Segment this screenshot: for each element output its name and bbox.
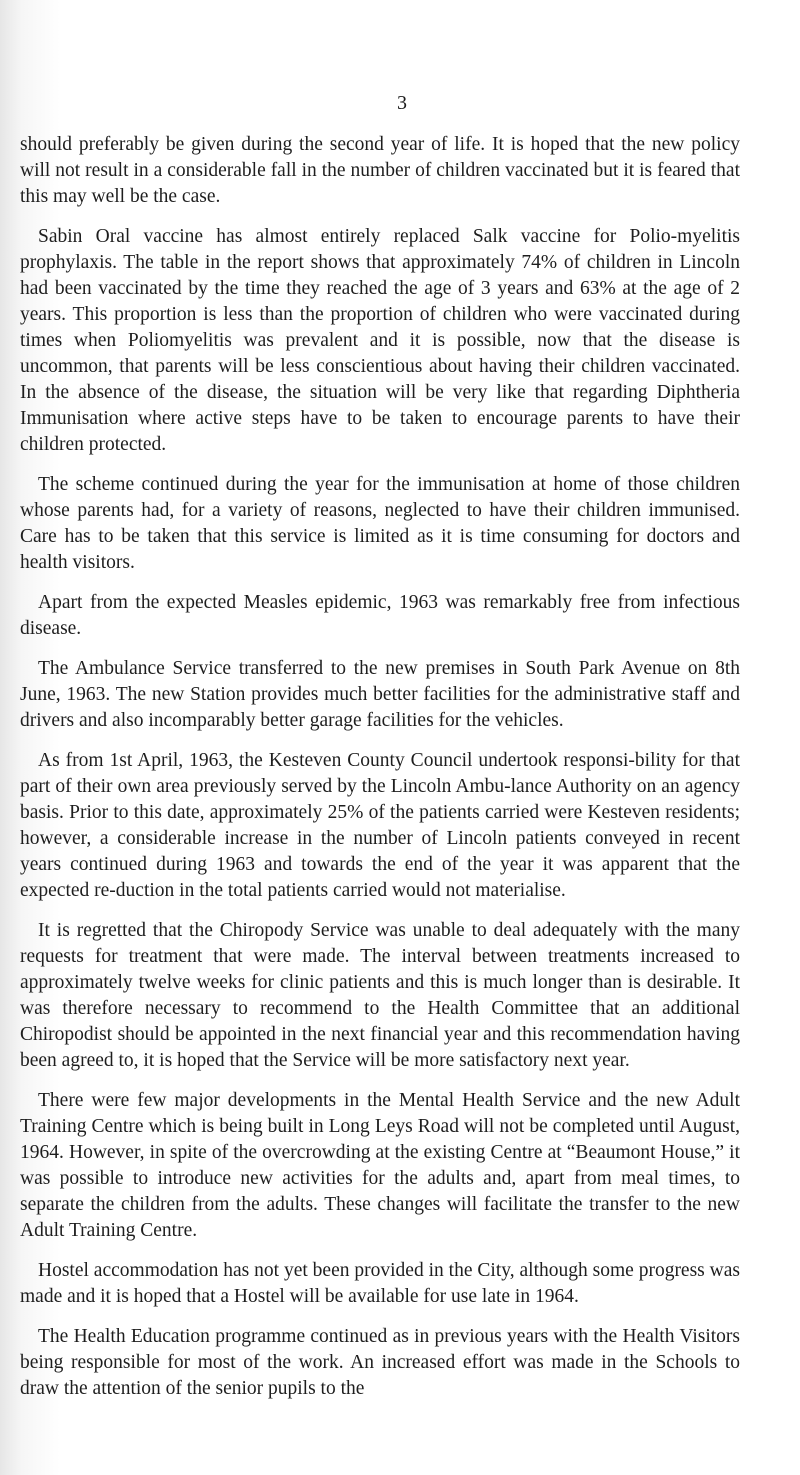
page-number: 3 — [397, 92, 407, 114]
paragraph-hostel: Hostel accommodation has not yet been provided in the City, although some progress was made and it is hoped that a Hostel will be available for use late in 1964. — [20, 1260, 740, 1307]
paragraph-kesteven-agency: As from 1st April, 1963, the Kesteven County Council undertook responsi-bility for that part of their own area previously served by the Lincoln Ambu-lance Authority on an agency basis. Prior to this date, approximately 25% of the patients carried were Kesteven residents; however, a considerable increase in the number of Lincoln patients conveyed in recent years continued during 1963 and towards the end of the year it was apparent that the expected re-duction in the total patients carried would not materialise. — [20, 750, 740, 901]
paragraph-infectious-disease: Apart from the expected Measles epidemic, 1963 was remarkably free from infectious disease. — [20, 592, 740, 639]
paragraph-mental-health: There were few major developments in the Mental Health Service and the new Adult Training Centre which is being built in Long Leys Road will not be completed until August, 1964. However, in spite of the overcrowding at the existing Centre at “Beaumont House,” it was possible to introduce new activities for the adults and, apart from meal times, to separate the children from the adults. These changes will facilitate the transfer to the new Adult Training Centre. — [20, 1090, 740, 1241]
body-text — [20, 132, 740, 1416]
paragraph-home-immunisation: The scheme continued during the year for the immunisation at home of those children whose parents had, for a variety of reasons, neglected to have their children immunised. Care has to be taken that this service is limited as it is time consuming for doctors and health visitors. — [20, 474, 740, 573]
paragraph-vaccination-age: should preferably be given during the second year of life. It is hoped that the new policy will not result in a considerable fall in the number of children vaccinated but it is feared that this may well be the case. — [20, 134, 740, 207]
paragraph-chiropody-service: It is regretted that the Chiropody Service was unable to deal adequately with the many requests for treatment that were made. The interval between treatments increased to approximately twelve weeks for clinic patients and this is much longer than is desirable. It was therefore necessary to recommend to the Health Committee that an additional Chiropodist should be appointed in the next financial year and this recommendation having been agreed to, it is hoped that the Service will be more satisfactory next year. — [20, 920, 740, 1071]
paragraph-ambulance-premises: The Ambulance Service transferred to the new premises in South Park Avenue on 8th June, 1963. The new Station provides much better facilities for the administrative staff and drivers and also incomparably better garage facilities for the vehicles. — [20, 658, 740, 731]
paragraph-health-education: The Health Education programme continued as in previous years with the Health Visitors being responsible for most of the work. An increased effort was made in the Schools to draw the attention of the senior pupils to the — [20, 1326, 740, 1399]
paragraph-polio-vaccine: Sabin Oral vaccine has almost entirely replaced Salk vaccine for Polio-myelitis prophylaxis. The table in the report shows that approximately 74% of children in Lincoln had been vaccinated by the time they reached the age of 3 years and 63% at the age of 2 years. This proportion is less than the proportion of children who were vaccinated during times when Poliomyelitis was prevalent and it is possible, now that the disease is uncommon, that parents will be less conscientious about having their children vaccinated. In the absence of the disease, the situation will be very like that regarding Diphtheria Immunisation where active steps have to be taken to encourage parents to have their children protected. — [20, 226, 740, 455]
